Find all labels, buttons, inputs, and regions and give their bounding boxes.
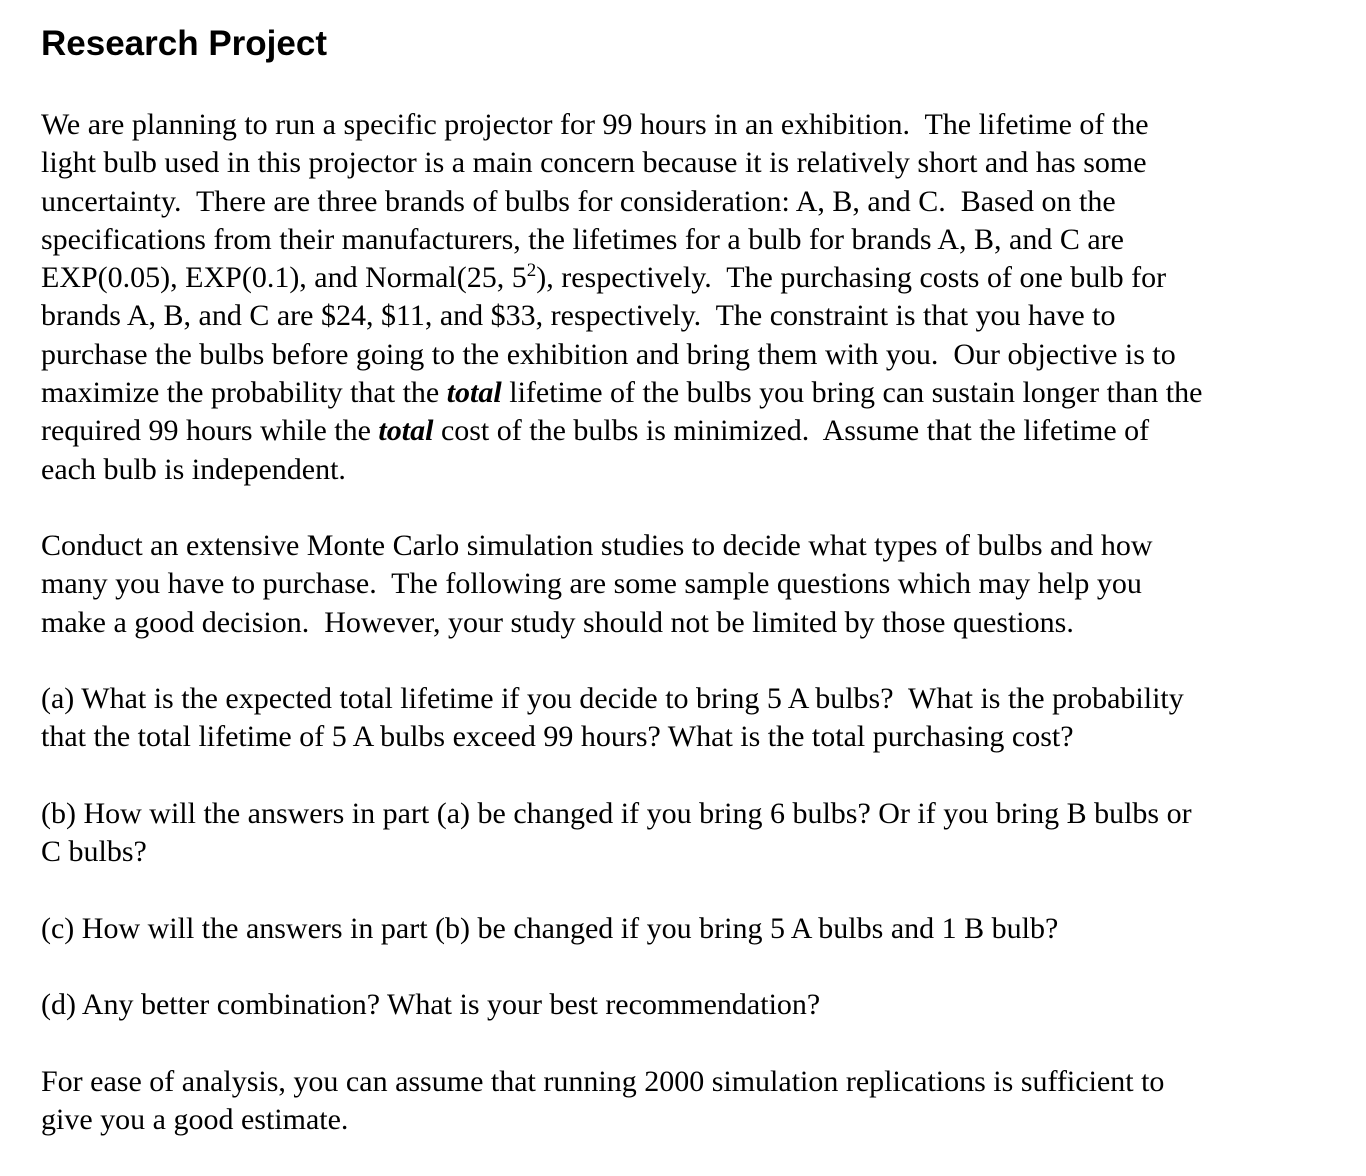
superscript-exponent: 2: [526, 260, 537, 282]
paragraph-line: uncertainty. There are three brands of bulbs for consideration: A, B, and C. Based on the: [41, 184, 1116, 218]
paragraph-line: Conduct an extensive Monte Carlo simulation studies to decide what types of bulbs and how: [41, 529, 1153, 562]
paragraph-line: many you have to purchase. The following are some sample questions which may help you: [41, 567, 1142, 601]
paragraph-line: (b) How will the answers in part (a) be changed if you bring 6 bulbs? Or if you bring B bulbs or: [41, 797, 1192, 830]
question-a: [41, 680, 1184, 757]
paragraph-line: (c) How will the answers in part (b) be changed if you bring 5 A bulbs and 1 B bulb?: [41, 912, 1059, 945]
paragraph-line: purchase the bulbs before going to the exhibition and bring them with you. Our objective is to: [41, 337, 1176, 371]
paragraph-line: [41, 259, 1202, 297]
intro-paragraph: [41, 106, 1202, 489]
monte-carlo-paragraph: [41, 527, 1152, 642]
paragraph-line: C bulbs?: [41, 835, 147, 869]
paragraph-line: make a good decision. However, your study should not be limited by those questions.: [41, 605, 1074, 639]
page-title: Research Project: [41, 24, 327, 63]
line-text: required 99 hours while the: [41, 414, 379, 448]
paragraph-line: give you a good estimate.: [41, 1103, 349, 1137]
paragraph-line: light bulb used in this projector is a main concern because it is relatively short and has some: [41, 146, 1147, 180]
question-c: [41, 910, 1058, 948]
paragraph-line: (d) Any better combination? What is your best recommendation?: [41, 988, 821, 1021]
paragraph-line: brands A, B, and C are $24, $11, and $33, respectively. The constraint is that you have to: [41, 299, 1116, 333]
line-text: EXP(0.05), EXP(0.1), and Normal(25, 5: [41, 261, 527, 295]
paragraph-line: We are planning to run a specific projector for 99 hours in an exhibition. The lifetime of the: [41, 108, 1149, 141]
line-text: cost of the bulbs is minimized. Assume that the lifetime of: [433, 414, 1150, 448]
line-text: maximize the probability that the: [41, 376, 447, 410]
question-b: [41, 795, 1192, 872]
paragraph-line: [41, 374, 1202, 412]
emphasis-total: total: [446, 376, 502, 410]
paragraph-line: (a) What is the expected total lifetime if you decide to bring 5 A bulbs? What is the probability: [41, 682, 1184, 715]
line-text: lifetime of the bulbs you bring can sustain longer than the: [501, 376, 1203, 410]
paragraph-line: [41, 412, 1202, 450]
paragraph-line: that the total lifetime of 5 A bulbs exceed 99 hours? What is the total purchasing cost?: [41, 720, 1074, 754]
paragraph-line: For ease of analysis, you can assume that running 2000 simulation replications is sufficient to: [41, 1065, 1165, 1098]
closing-paragraph: [41, 1063, 1164, 1140]
paragraph-line: each bulb is independent.: [41, 452, 346, 486]
question-d: [41, 986, 820, 1024]
emphasis-total: total: [378, 414, 434, 448]
paragraph-line: specifications from their manufacturers, the lifetimes for a bulb for brands A, B, and C are: [41, 222, 1124, 256]
line-text: ), respectively. The purchasing costs of one bulb for: [536, 261, 1167, 295]
